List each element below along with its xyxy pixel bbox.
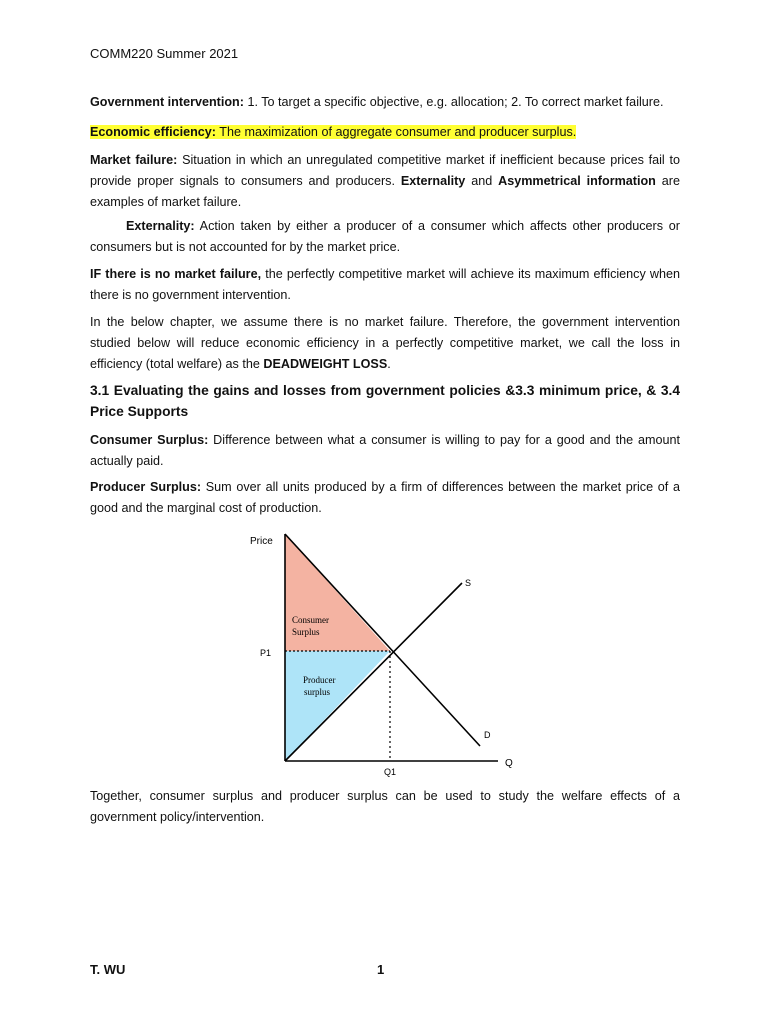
market-failure-label: Market failure: [90, 153, 178, 167]
chapter-text: In the below chapter, we assume there is no market failure. Therefore, the government intervention studied below will reduce economic efficiency in a perfectly competitive market, we call the loss in efficiency (total welfare) as the [90, 315, 680, 371]
market-failure-end: are examples of market failure. [90, 174, 680, 209]
supply-label: S [465, 578, 472, 588]
page-header: COMM220 Summer 2021 [90, 46, 239, 61]
consumer-surplus-paragraph [90, 430, 680, 472]
chapter-paragraph [90, 312, 680, 375]
no-market-failure-paragraph [90, 264, 680, 306]
economic-efficiency-text: The maximization of aggregate consumer and producer surplus. [215, 125, 577, 139]
demand-label: D [484, 730, 491, 740]
market-failure-paragraph [90, 150, 680, 213]
deadweight-loss-term: DEADWEIGHT LOSS [263, 357, 388, 371]
externality-label: Externality: [126, 219, 195, 233]
p1-tick-label: P1 [260, 648, 272, 658]
producer-surplus-text: Sum over all units produced by a firm of differences between the market price of a good and the marginal cost of production. [90, 480, 680, 515]
consumer-surplus-label: Consumer Surplus: [90, 433, 209, 447]
footer-author: T. WU [90, 962, 126, 977]
consumer-surplus-text: Difference between what a consumer is willing to pay for a good and the amount actually paid. [90, 433, 680, 468]
producer-region-label-2: surplus [304, 687, 331, 697]
y-axis-label: Price [250, 536, 273, 547]
chapter-end: . [387, 357, 391, 371]
economic-efficiency-paragraph [90, 122, 680, 143]
gov-intervention-text: 1. To target a specific objective, e.g. allocation; 2. To correct market failure. [243, 95, 664, 109]
section-heading: 3.1 Evaluating the gains and losses from government policies &3.3 minimum price, & 3.4 Price Supports [90, 383, 680, 419]
market-failure-text: Situation in which an unregulated competitive market if inefficient because prices fail to provide proper signals to consumers and producers. [90, 153, 680, 188]
page-number: 1 [377, 962, 385, 977]
consumer-region-label-2: Surplus [292, 627, 320, 637]
no-market-failure-text: the perfectly competitive market will achieve its maximum efficiency when there is no government intervention. [90, 267, 681, 302]
producer-surplus-paragraph [90, 477, 680, 519]
surplus-diagram [240, 526, 540, 786]
consumer-region-label-1: Consumer [292, 615, 329, 625]
economic-efficiency-label: Economic efficiency: [90, 125, 216, 139]
together-paragraph: Together, consumer surplus and producer surplus can be used to study the welfare effects of a government policy/intervention. [90, 789, 680, 824]
no-market-failure-label: IF there is no market failure, [90, 267, 262, 281]
externality-text: Action taken by either a producer of a consumer which affects other producers or consumers but is not accounted for by the market price. [90, 219, 680, 254]
producer-region-label-1: Producer [303, 675, 336, 685]
gov-intervention-label: Government intervention: [90, 95, 244, 109]
gov-intervention-paragraph [90, 92, 680, 113]
market-failure-mid: and [465, 174, 499, 188]
externality-paragraph [90, 216, 680, 258]
q1-tick-label: Q1 [384, 767, 397, 777]
externality-term: Externality [400, 174, 466, 188]
producer-surplus-label: Producer Surplus: [90, 480, 202, 494]
x-axis-label: Q [505, 758, 513, 769]
asymmetric-info-term: Asymmetrical information [498, 174, 656, 188]
